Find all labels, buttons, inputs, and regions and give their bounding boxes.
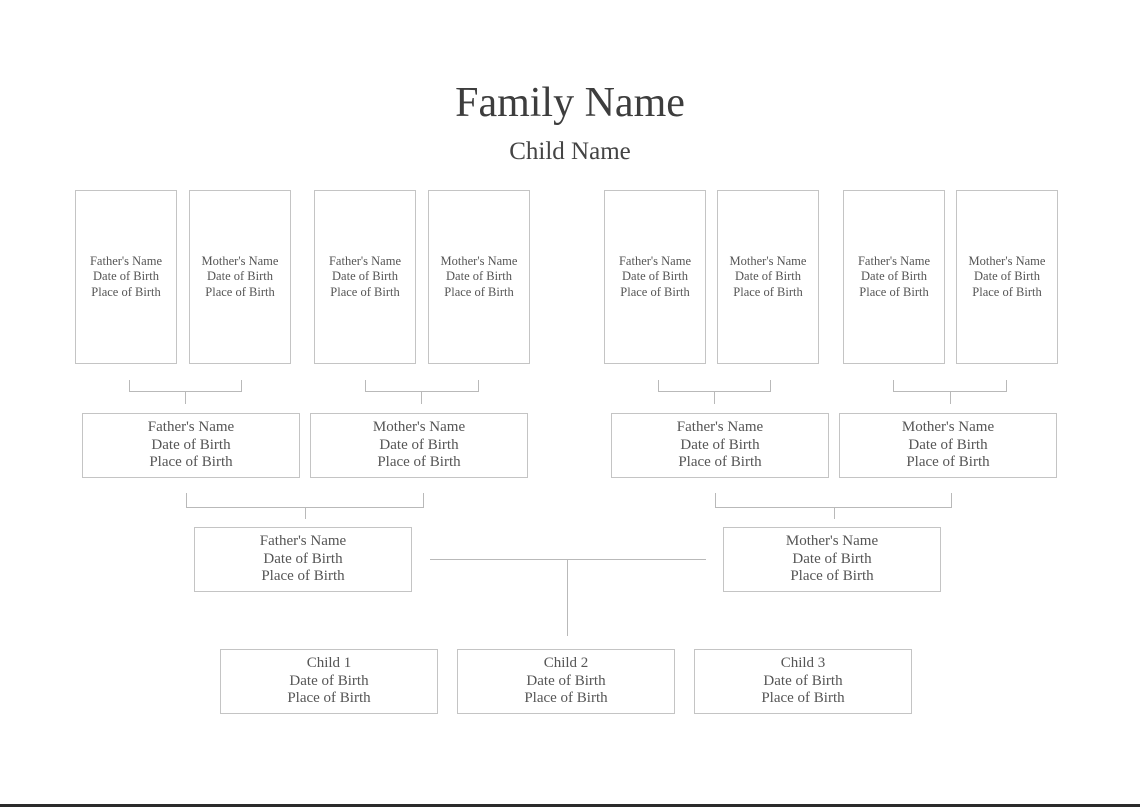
great-grandparent-card bbox=[843, 190, 945, 364]
great-grandparent-card bbox=[75, 190, 177, 364]
person-name: Child 3 bbox=[780, 655, 826, 672]
date-of-birth: Date of Birth bbox=[622, 269, 688, 284]
connector-line bbox=[714, 391, 715, 404]
person-name: Mother's Name bbox=[729, 253, 807, 268]
date-of-birth: Date of Birth bbox=[680, 436, 760, 453]
place-of-birth: Place of Birth bbox=[859, 284, 929, 299]
place-of-birth: Place of Birth bbox=[524, 690, 608, 707]
place-of-birth: Place of Birth bbox=[287, 690, 371, 707]
grandparent-card bbox=[82, 413, 300, 478]
place-of-birth: Place of Birth bbox=[330, 284, 400, 299]
person-name: Father's Name bbox=[618, 253, 692, 268]
family-name-title: Family Name bbox=[455, 80, 685, 126]
date-of-birth: Date of Birth bbox=[908, 436, 988, 453]
person-name: Mother's Name bbox=[372, 419, 466, 436]
grandparent-card bbox=[310, 413, 528, 478]
place-of-birth: Place of Birth bbox=[377, 454, 461, 471]
date-of-birth: Date of Birth bbox=[263, 550, 343, 567]
place-of-birth: Place of Birth bbox=[261, 568, 345, 585]
grandparent-card bbox=[839, 413, 1057, 478]
connector-line bbox=[834, 507, 835, 519]
person-name: Child 1 bbox=[306, 655, 352, 672]
parent-card bbox=[194, 527, 412, 592]
date-of-birth: Date of Birth bbox=[332, 269, 398, 284]
connector-line bbox=[185, 391, 186, 404]
child-card bbox=[220, 649, 438, 714]
date-of-birth: Date of Birth bbox=[151, 436, 231, 453]
date-of-birth: Date of Birth bbox=[207, 269, 273, 284]
place-of-birth: Place of Birth bbox=[205, 284, 275, 299]
place-of-birth: Place of Birth bbox=[444, 284, 514, 299]
parent-card bbox=[723, 527, 941, 592]
date-of-birth: Date of Birth bbox=[763, 672, 843, 689]
place-of-birth: Place of Birth bbox=[972, 284, 1042, 299]
place-of-birth: Place of Birth bbox=[733, 284, 803, 299]
connector-line bbox=[893, 380, 894, 391]
connector-line bbox=[950, 391, 951, 404]
person-name: Father's Name bbox=[857, 253, 931, 268]
date-of-birth: Date of Birth bbox=[379, 436, 459, 453]
person-name: Mother's Name bbox=[201, 253, 279, 268]
great-grandparent-card bbox=[604, 190, 706, 364]
connector-line bbox=[951, 493, 952, 507]
connector-line bbox=[478, 380, 479, 391]
person-name: Father's Name bbox=[259, 533, 347, 550]
place-of-birth: Place of Birth bbox=[149, 454, 233, 471]
place-of-birth: Place of Birth bbox=[790, 568, 874, 585]
person-name: Father's Name bbox=[89, 253, 163, 268]
person-name: Mother's Name bbox=[440, 253, 518, 268]
great-grandparent-card bbox=[717, 190, 819, 364]
date-of-birth: Date of Birth bbox=[93, 269, 159, 284]
connector-line bbox=[186, 493, 187, 507]
date-of-birth: Date of Birth bbox=[792, 550, 872, 567]
child-card bbox=[457, 649, 675, 714]
person-name: Father's Name bbox=[328, 253, 402, 268]
grandparent-card bbox=[611, 413, 829, 478]
place-of-birth: Place of Birth bbox=[91, 284, 161, 299]
great-grandparent-card bbox=[189, 190, 291, 364]
person-name: Father's Name bbox=[676, 419, 764, 436]
great-grandparent-card bbox=[428, 190, 530, 364]
connector-line bbox=[241, 380, 242, 391]
connector-line bbox=[423, 493, 424, 507]
connector-line bbox=[770, 380, 771, 391]
great-grandparent-card bbox=[956, 190, 1058, 364]
connector-line bbox=[365, 391, 479, 392]
date-of-birth: Date of Birth bbox=[289, 672, 369, 689]
great-grandparent-card bbox=[314, 190, 416, 364]
person-name: Mother's Name bbox=[968, 253, 1046, 268]
place-of-birth: Place of Birth bbox=[620, 284, 690, 299]
person-name: Mother's Name bbox=[785, 533, 879, 550]
connector-line bbox=[658, 380, 659, 391]
connector-line bbox=[421, 391, 422, 404]
place-of-birth: Place of Birth bbox=[906, 454, 990, 471]
connector-line bbox=[715, 493, 716, 507]
date-of-birth: Date of Birth bbox=[735, 269, 801, 284]
person-name: Mother's Name bbox=[901, 419, 995, 436]
person-name: Child 2 bbox=[543, 655, 589, 672]
date-of-birth: Date of Birth bbox=[526, 672, 606, 689]
connector-line bbox=[129, 380, 130, 391]
marriage-line bbox=[430, 559, 706, 560]
connector-line bbox=[305, 507, 306, 519]
connector-line bbox=[1006, 380, 1007, 391]
date-of-birth: Date of Birth bbox=[861, 269, 927, 284]
date-of-birth: Date of Birth bbox=[446, 269, 512, 284]
place-of-birth: Place of Birth bbox=[678, 454, 762, 471]
connector-line bbox=[365, 380, 366, 391]
date-of-birth: Date of Birth bbox=[974, 269, 1040, 284]
child-name-subtitle: Child Name bbox=[509, 138, 631, 165]
child-card bbox=[694, 649, 912, 714]
place-of-birth: Place of Birth bbox=[761, 690, 845, 707]
descent-line bbox=[567, 559, 568, 636]
person-name: Father's Name bbox=[147, 419, 235, 436]
